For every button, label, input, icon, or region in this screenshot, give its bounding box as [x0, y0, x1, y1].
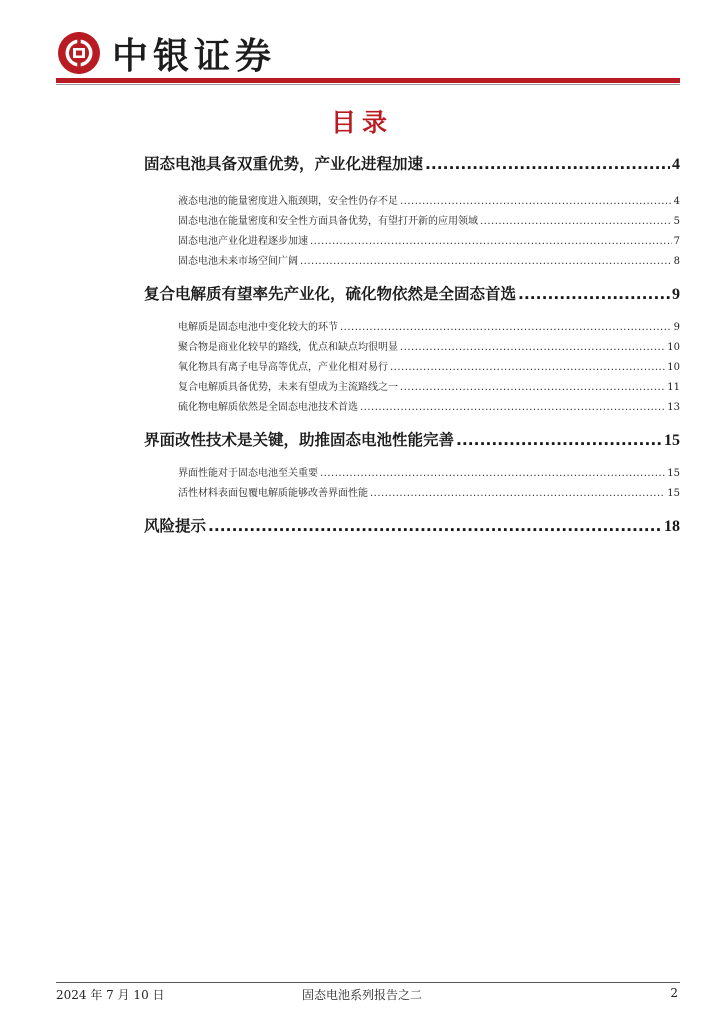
leader-dots [370, 488, 665, 499]
toc-section-title: 复合电解质有望率先产业化，硫化物依然是全固态首选 [144, 285, 517, 303]
toc-item-title: 液态电池的能量密度进入瓶颈期，安全性仍存不足 [178, 196, 398, 207]
toc-item[interactable] [178, 358, 680, 373]
toc-item[interactable] [178, 252, 680, 267]
toc-item[interactable] [178, 318, 680, 333]
leader-dots [208, 517, 662, 535]
toc-item-title: 聚合物是商业化较早的路线，优点和缺点均很明显 [178, 342, 398, 353]
toc-page-number: 5 [673, 216, 680, 227]
toc-section[interactable] [144, 282, 680, 304]
toc-item[interactable] [178, 464, 680, 479]
toc-section-title: 固态电池具备双重优势，产业化进程加速 [144, 155, 424, 173]
leader-dots [390, 362, 665, 373]
toc-page-number: 7 [673, 236, 680, 247]
brand-name: 中银证券 [112, 35, 277, 77]
toc-title: 目录 [330, 108, 393, 137]
toc-page-number: 11 [667, 382, 680, 393]
toc-page-number: 18 [664, 518, 680, 535]
leader-dots [340, 322, 672, 333]
toc-page-number: 10 [667, 362, 680, 373]
toc-item[interactable] [178, 232, 680, 247]
toc-page-number: 8 [673, 256, 680, 267]
toc-item[interactable] [178, 212, 680, 227]
toc-page-number: 9 [672, 286, 680, 303]
boc-coin-logo-icon [56, 30, 102, 76]
leader-dots [360, 402, 665, 413]
header-rule-red [56, 78, 680, 83]
report-series: 固态电池系列报告之二 [301, 988, 422, 1002]
toc-item-title: 固态电池在能量密度和安全性方面具备优势，有望打开新的应用领域 [178, 216, 478, 227]
toc-section-title: 界面改性技术是关键，助推固态电池性能完善 [144, 431, 455, 449]
toc-item[interactable] [178, 484, 680, 499]
leader-dots [300, 256, 672, 267]
toc-item[interactable] [178, 338, 680, 353]
toc-section[interactable] [144, 428, 680, 450]
leader-dots [400, 196, 672, 207]
leader-dots [518, 285, 670, 303]
toc-item[interactable] [178, 192, 680, 207]
toc-page-number: 4 [673, 196, 680, 207]
leader-dots [310, 236, 672, 247]
toc-item-title: 界面性能对于固态电池至关重要 [178, 468, 318, 479]
toc-item-title: 固态电池未来市场空间广阔 [178, 256, 298, 267]
leader-dots [480, 216, 672, 227]
toc-item-title: 硫化物电解质依然是全固态电池技术首选 [178, 402, 358, 413]
toc-page-number: 13 [667, 402, 680, 413]
toc-section-title: 风险提示 [144, 517, 207, 535]
toc-item-title: 电解质是固态电池中变化较大的环节 [178, 322, 338, 333]
toc-item-title: 复合电解质具备优势，未来有望成为主流路线之一 [178, 382, 398, 393]
leader-dots [400, 342, 665, 353]
toc-section[interactable] [144, 152, 680, 174]
toc-item-title: 活性材料表面包覆电解质能够改善界面性能 [178, 488, 368, 499]
footer-rule [56, 982, 680, 983]
toc-page-number: 15 [664, 432, 680, 449]
toc-item[interactable] [178, 398, 680, 413]
leader-dots [425, 155, 670, 173]
toc-item[interactable] [178, 378, 680, 393]
leader-dots [400, 382, 665, 393]
report-date: 2024 年 7 月 10 日 [56, 988, 165, 1002]
toc-page-number: 10 [667, 342, 680, 353]
toc-item-title: 固态电池产业化进程逐步加速 [178, 236, 308, 247]
leader-dots [456, 431, 662, 449]
leader-dots [320, 468, 665, 479]
toc-page-number: 9 [673, 322, 680, 333]
header-rule-grey [56, 84, 680, 85]
toc-page-number: 15 [667, 488, 680, 499]
toc-section[interactable] [144, 514, 680, 536]
report-header [56, 28, 276, 78]
toc-page-number: 4 [672, 156, 680, 173]
page-number: 2 [670, 986, 678, 1000]
toc-item-title: 氧化物具有离子电导高等优点，产业化相对易行 [178, 362, 388, 373]
toc-page-number: 15 [667, 468, 680, 479]
